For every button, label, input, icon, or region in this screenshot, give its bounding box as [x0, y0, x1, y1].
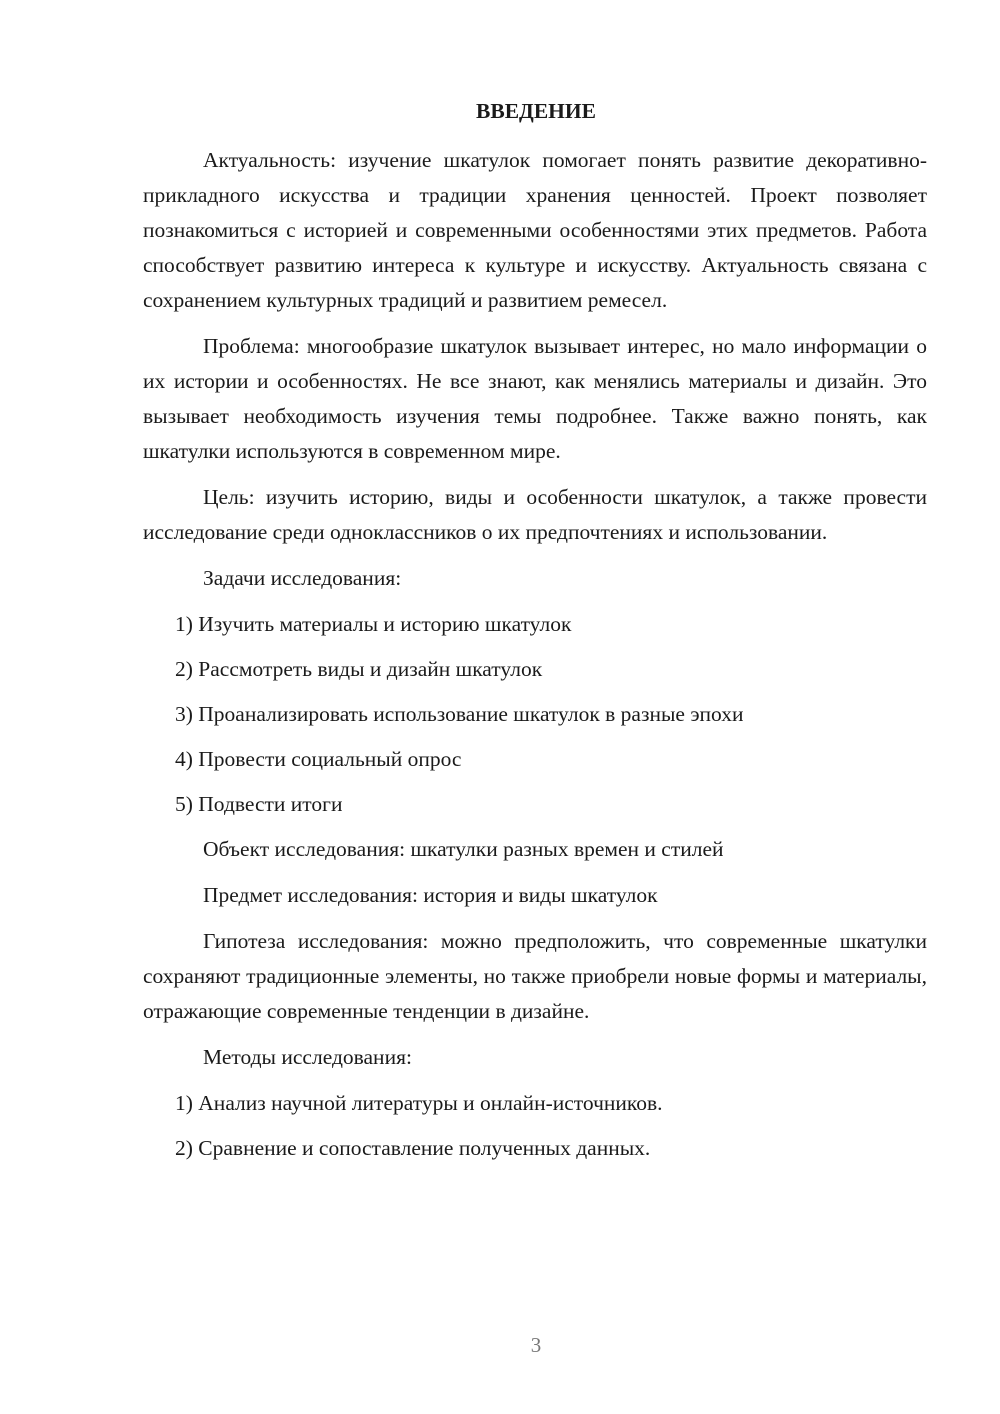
- problem-paragraph: Проблема: многообразие шкатулок вызывает интерес, но мало информации о их истории и особенностях. Не все знают, как менялись материалы и дизайн. Это вызывает необходимость изучения темы подробнее. Также важно понять, как шкатулки используются в современном мире.: [143, 334, 927, 463]
- list-item: 2) Рассмотреть виды и дизайн шкатулок: [175, 657, 543, 681]
- relevance-paragraph: Актуальность: изучение шкатулок помогает понять развитие декоративно-прикладного искусства и традиции хранения ценностей. Проект позволяет познакомиться с историей и современными особенностями этих предметов. Работа способствует развитию интереса к культуре и искусству. Актуальность связана с сохранением культурных традиций и развитием ремесел.: [143, 148, 927, 312]
- goal-paragraph: Цель: изучить историю, виды и особенности шкатулок, а также провести исследование среди одноклассников о их предпочтениях и использовании.: [143, 485, 927, 544]
- list-item: 1) Анализ научной литературы и онлайн-источников.: [175, 1091, 663, 1115]
- list-item: 2) Сравнение и сопоставление полученных данных.: [175, 1136, 651, 1160]
- list-item: 1) Изучить материалы и историю шкатулок: [175, 612, 572, 636]
- page-number: 3: [530, 1333, 542, 1357]
- methods-list: [143, 1086, 927, 1166]
- document-body: [143, 143, 927, 1176]
- page-title: ВВЕДЕНИЕ: [476, 99, 596, 123]
- tasks-list: [143, 607, 927, 822]
- list-item: 5) Подвести итоги: [175, 792, 343, 816]
- methods-heading: Методы исследования:: [203, 1045, 412, 1069]
- hypothesis-paragraph: Гипотеза исследования: можно предположить, что современные шкатулки сохраняют традиционные элементы, но также приобрели новые формы и материалы, отражающие современные тенденции в дизайне.: [143, 929, 927, 1023]
- object-paragraph: Объект исследования: шкатулки разных времен и стилей: [203, 837, 724, 861]
- list-item: 3) Проанализировать использование шкатулок в разные эпохи: [175, 702, 744, 726]
- subject-paragraph: Предмет исследования: история и виды шкатулок: [203, 883, 658, 907]
- tasks-heading: Задачи исследования:: [203, 566, 402, 590]
- list-item: 4) Провести социальный опрос: [175, 747, 462, 771]
